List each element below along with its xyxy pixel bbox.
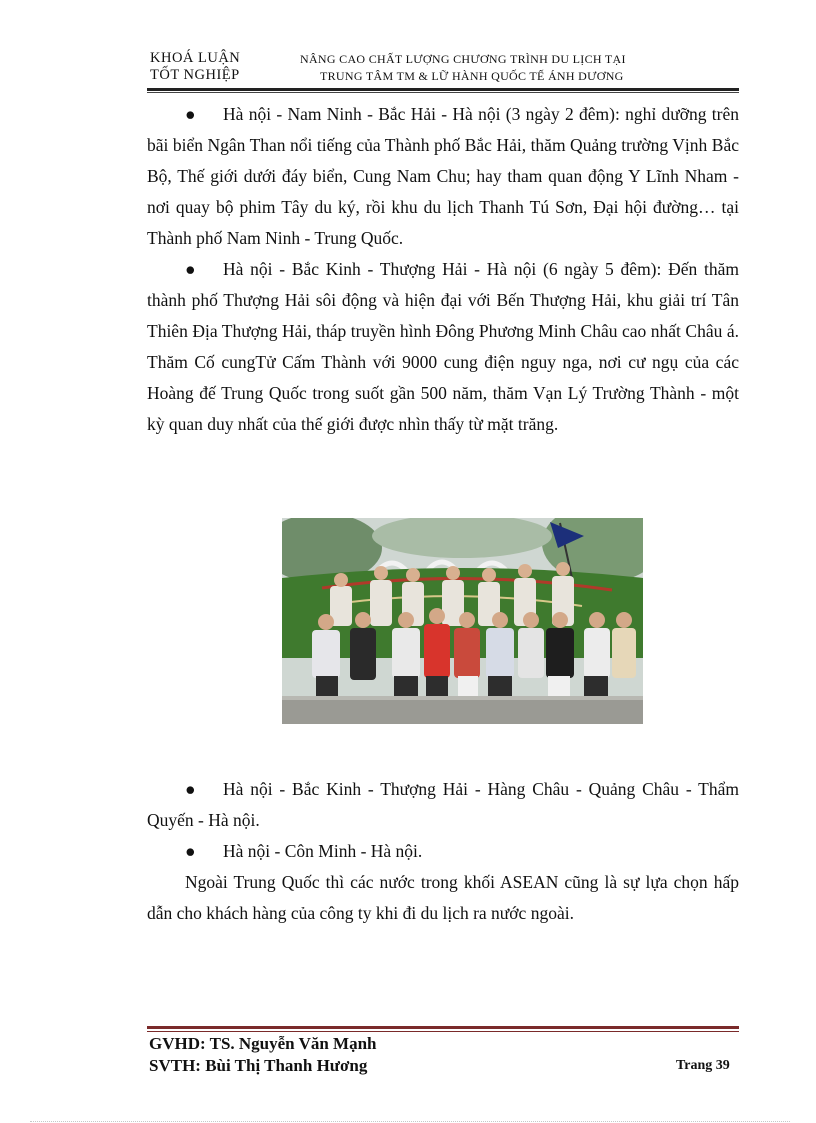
list-item <box>147 836 739 867</box>
body-paragraph: Ngoài Trung Quốc thì các nước trong khối ASEAN cũng là sự lựa chọn hấp dẫn cho khách hàng của công ty khi đi du lịch ra nước ngoài. <box>147 872 739 923</box>
header-thesis-label <box>150 50 240 84</box>
header-right-line2: TRUNG TÂM TM & LỮ HÀNH QUỐC TẾ ÁNH DƯƠNG <box>320 69 624 83</box>
header-right-line1: NÂNG CAO CHẤT LƯỢNG CHƯƠNG TRÌNH DU LỊCH TẠI <box>300 52 626 66</box>
list-item <box>147 254 739 440</box>
page-edge-dotted-line <box>30 1121 790 1122</box>
bullet-icon: ● <box>185 259 196 279</box>
header-rule <box>147 88 739 91</box>
footer-student: SVTH: Bùi Thị Thanh Hương <box>149 1056 368 1075</box>
list-item-text: Hà nội - Bắc Kinh - Thượng Hải - Hàng Châu - Quảng Châu - Thẩm Quyến - Hà nội. <box>147 779 739 830</box>
list-item-text: Hà nội - Nam Ninh - Bắc Hải - Hà nội (3 ngày 2 đêm): nghỉ dưỡng trên bãi biển Ngân Than nổi tiếng của Thành phố Bắc Hải, thăm Quảng trường Vịnh Bắc Bộ, Thế giới dưới đáy biển, Cung Nam Chu; hay tham quan động Y Lĩnh Nham - nơi quay bộ phim Tây du ký, rồi khu du lịch Thanh Tú Sơn, Đại hội đường… tại Thành phố Nam Ninh - Trung Quốc. <box>147 104 739 248</box>
body-text-top <box>147 99 739 440</box>
header-left-line2: TỐT NGHIỆP <box>150 67 240 83</box>
list-item-text: Hà nội - Côn Minh - Hà nội. <box>223 841 423 861</box>
header-left-line1: KHOÁ LUẬN <box>150 50 241 66</box>
footer-credits <box>149 1033 377 1077</box>
header-rule-thin <box>147 92 739 93</box>
footer-rule <box>147 1026 739 1029</box>
footer-supervisor: GVHD: TS. Nguyễn Văn Mạnh <box>149 1034 377 1053</box>
bullet-icon: ● <box>185 779 196 799</box>
group-photo <box>282 518 643 724</box>
page-number: Trang 39 <box>676 1058 730 1073</box>
body-text-bottom <box>147 774 739 929</box>
list-item <box>147 99 739 254</box>
footer-rule-thin <box>147 1031 739 1032</box>
list-item <box>147 774 739 836</box>
bullet-icon: ● <box>185 104 196 124</box>
header-thesis-title <box>300 51 680 85</box>
list-item-text: Hà nội - Bắc Kinh - Thượng Hải - Hà nội (6 ngày 5 đêm): Đến thăm thành phố Thượng Hải sôi động và hiện đại với Bến Thượng Hải, khu giải trí Tân Thiên Địa Thượng Hải, tháp truyền hình Đông Phương Minh Châu cao nhất Châu á. Thăm Cố cungTử Cấm Thành với 9000 cung điện nguy nga, nơi cư ngụ của các Hoàng đế Trung Quốc trong suốt gần 500 năm, thăm Vạn Lý Trường Thành - một kỳ quan duy nhất của thế giới được nhìn thấy từ mặt trăng. <box>147 259 739 434</box>
bullet-icon: ● <box>185 841 196 861</box>
